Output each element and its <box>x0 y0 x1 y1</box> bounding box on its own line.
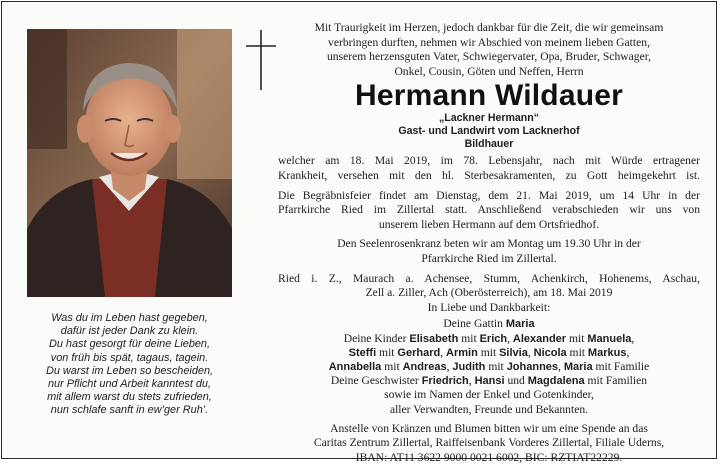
und-word: und <box>504 374 528 388</box>
memorial-poem <box>22 312 237 418</box>
children-line: Annabella mit Andreas, Judith mit Johannes, Maria mit Familie <box>328 359 650 373</box>
poem-line: nun schlafe sanft in ew’ger Ruh’. <box>50 404 209 417</box>
funeral-paragraph <box>278 189 700 233</box>
poem-line: Du warst im Leben so bescheiden, <box>45 364 214 377</box>
partner-name: Gerhard <box>397 346 441 359</box>
child-name: Annabella <box>328 360 382 373</box>
funeral-line: Die Begräbnisfeier findet am Dienstag, dem 21. Mai 2019, um 14 Uhr in der <box>278 188 700 202</box>
portrait-photo <box>27 29 232 297</box>
wife-line <box>278 317 700 331</box>
sibling-name: Magdalena <box>527 375 585 388</box>
siblings-line: Deine Geschwister Friedrich, Hansi und Magdalena mit Familien <box>330 374 648 388</box>
intro-line: Mit Traurigkeit im Herzen, jedoch dankbar für die Zeit, die wir gemeinsam <box>314 21 664 34</box>
siblings-suffix: mit Familien <box>584 374 648 388</box>
donation-line: IBAN: AT11 3622 9000 0021 6002, BIC: RZTIAT22229. <box>355 450 623 464</box>
children-prefix: Deine Kinder <box>343 331 410 345</box>
poem-line: nur Pflicht und Arbeit kanntest du, <box>47 378 212 391</box>
children-line: Deine Kinder Elisabeth mit Erich, Alexander mit Manuela, <box>343 331 635 345</box>
death-paragraph <box>278 154 700 183</box>
relatives-line: aller Verwandten, Freunde und Bekannten. <box>389 402 589 416</box>
intro-line: Onkel, Cousin, Göten und Neffen, Herrn <box>394 64 584 78</box>
obituary-notice <box>1 1 717 464</box>
intro-line: unserem herzensguten Vater, Schwiegervater, Opa, Bruder, Schwager, <box>326 50 652 64</box>
poem-line: Du hast gesorgt für deine Lieben, <box>48 338 211 351</box>
donation-paragraph <box>278 422 700 466</box>
deceased-name: Hermann Wildauer <box>355 79 623 113</box>
partner-name: Erich <box>479 332 508 345</box>
sibling-name: Friedrich <box>421 375 469 388</box>
notice-text <box>278 21 700 466</box>
wife-name: Maria <box>505 318 535 331</box>
mit-word: mit <box>461 331 477 345</box>
child-name: Alexander <box>512 332 567 345</box>
partner-name: Johannes <box>506 360 559 373</box>
rosary-line: Den Seelenrosenkranz beten wir am Montag um 19.30 Uhr in der <box>337 237 641 251</box>
enkel-line: sowie im Namen der Enkel und Gotenkinder, <box>384 388 594 402</box>
cross-icon <box>244 28 278 92</box>
rosary-paragraph <box>278 237 700 266</box>
funeral-line: unserem lieben Hermann auf dem Ortsfriedhof. <box>378 217 600 231</box>
partner-name: Silvia <box>499 346 528 359</box>
children-line: Steffi mit Gerhard, Armin mit Silvia, Nicola mit Markus, <box>348 345 630 359</box>
poem-line: dafür ist jeder Dank zu klein. <box>60 325 199 338</box>
partner-name: Andreas <box>402 360 447 373</box>
child-name: Armin <box>446 346 478 359</box>
rosary-line: Pfarrkirche Ried im Zillertal. <box>421 251 557 265</box>
funeral-line: Pfarrkirche Ried im Zillertal statt. Anschließend verabschieden wir uns von <box>278 203 700 217</box>
mit-word: mit <box>379 345 395 359</box>
place-date-paragraph <box>278 272 700 301</box>
family-list <box>278 317 700 416</box>
poem-line: von früh bis spät, tagaus, tagein. <box>50 351 209 364</box>
nickname: „Lackner Hermann“ <box>438 112 540 125</box>
siblings-prefix: Deine Geschwister <box>330 374 422 388</box>
death-line: Krankheit, versehen mit den hl. Sterbesakramenten, zu Gott heimgekehrt ist. <box>278 168 700 182</box>
wife-prefix: Deine Gattin <box>443 317 506 331</box>
sibling-name: Hansi <box>474 375 505 388</box>
family-suffix: mit Familie <box>592 359 650 373</box>
child-name: Maria <box>563 360 593 373</box>
place-date-line: Zell a. Ziller, Ach (Oberösterreich), am 18. Mai 2019 <box>365 286 613 300</box>
mit-word: mit <box>480 345 497 359</box>
place-date-line: Ried i. Z., Maurach a. Achensee, Stumm, Achenkirch, Hohenems, Aschau, <box>278 271 700 285</box>
mit-word: mit <box>384 359 400 373</box>
child-name: Steffi <box>348 346 377 359</box>
child-name: Judith <box>452 360 486 373</box>
mit-word: mit <box>488 359 504 373</box>
occupation-line: Gast- und Landwirt vom Lacknerhof <box>398 125 580 138</box>
mit-word: mit <box>569 345 586 359</box>
child-name: Elisabeth <box>409 332 459 345</box>
intro-paragraph <box>278 21 700 79</box>
gratitude-line: In Liebe und Dankbarkeit: <box>427 300 551 314</box>
poem-line: Was du im Leben hast gegeben, <box>51 312 208 324</box>
death-line: welcher am 18. Mai 2019, im 78. Lebensjahr, nach mit Würde ertragener <box>278 154 700 168</box>
mit-word: mit <box>569 331 585 345</box>
intro-line: verbringen durften, nehmen wir Abschied von meinem lieben Gatten, <box>328 35 650 49</box>
donation-line: Caritas Zentrum Zillertal, Raiffeisenbank Vorderes Zillertal, Filiale Uderns, <box>313 436 665 450</box>
occupation-line: Bildhauer <box>464 138 514 151</box>
child-name: Nicola <box>533 346 567 359</box>
partner-name: Manuela <box>587 332 632 345</box>
partner-name: Markus <box>587 346 627 359</box>
poem-line: mit allem warst du stets zufrieden, <box>47 391 212 404</box>
donation-line: Anstelle von Kränzen und Blumen bitten wir um eine Spende an das <box>330 421 648 435</box>
